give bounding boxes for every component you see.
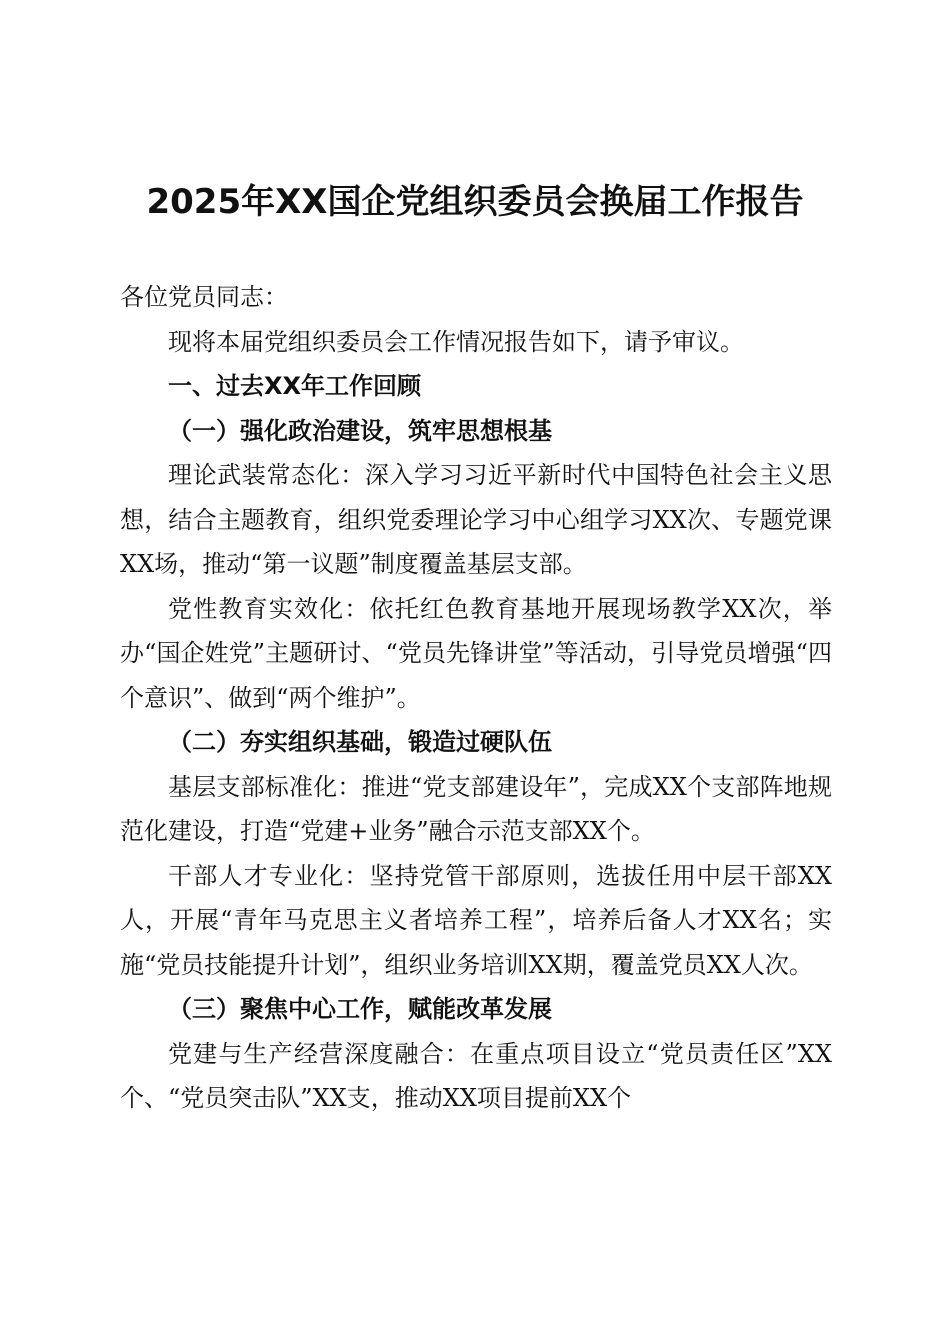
subsection-heading-central-work: （三）聚焦中心工作，赋能改革发展 [168,994,552,1023]
intro-paragraph: 现将本届党组织委员会工作情况报告如下，请予审议。 [168,327,744,356]
section-heading-review: 一、过去XX年工作回顾 [168,372,422,400]
paragraph-cadre-talent: 干部人才专业化：坚持党管干部原则，选拔任用中层干部XX人，开展“青年马克思主义者培养工程”，培养后备人才XX名；实施“党员技能提升计划”，组织业务培训XX期，覆盖党员XX人次。 [120,861,832,979]
paragraph-party-education: 党性教育实效化：依托红色教育基地开展现场教学XX次，举办“国企姓党”主题研讨、“党员先锋讲堂”等活动，引导党员增强“四个意识”、做到“两个维护”。 [120,594,832,712]
salutation: 各位党员同志： [120,283,288,311]
subsection-heading-political: （一）强化政治建设，筑牢思想根基 [168,415,552,445]
document-title: 2025年XX国企党组织委员会换届工作报告 [146,182,804,222]
paragraph-branch-standardization: 基层支部标准化：推进“党支部建设年”，完成XX个支部阵地规范化建设，打造“党建+业务”融合示范支部XX个。 [120,772,832,845]
subsection-heading-organization: （二）夯实组织基础，锻造过硬队伍 [168,727,552,756]
paragraph-integration: 党建与生产经营深度融合：在重点项目设立“党员责任区”XX个、“党员突击队”XX支，推动XX项目提前XX个 [120,1039,832,1112]
document-body [120,275,832,1121]
paragraph-theory: 理论武装常态化：深入学习习近平新时代中国特色社会主义思想，结合主题教育，组织党委理论学习中心组学习XX次、专题党课XX场，推动“第一议题”制度覆盖基层支部。 [120,461,832,578]
